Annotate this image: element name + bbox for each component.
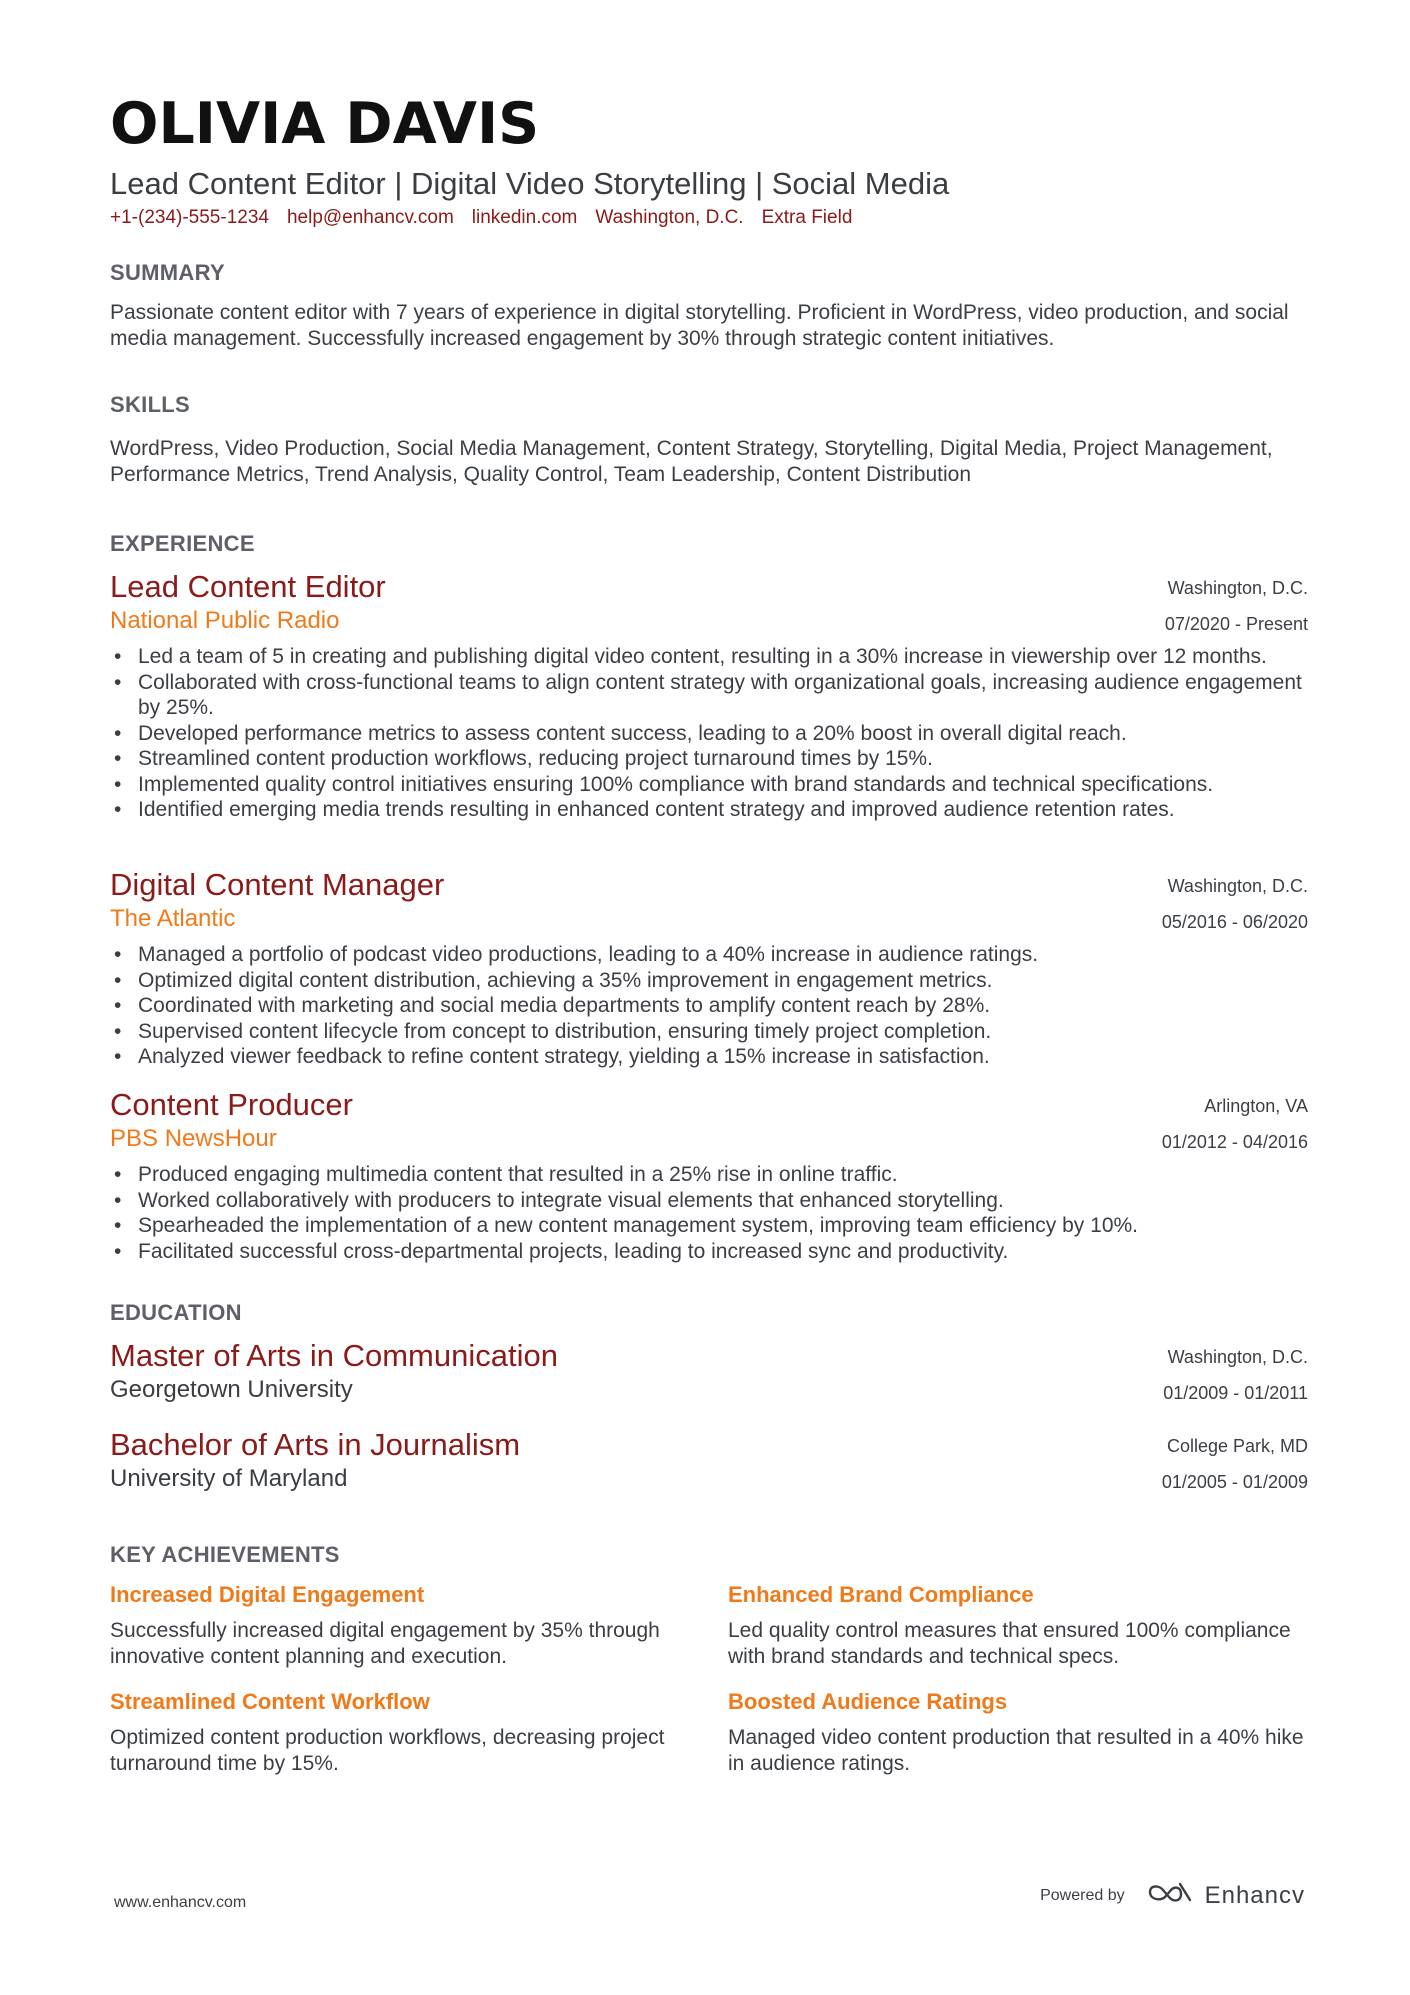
footer-website[interactable]: www.enhancv.com xyxy=(114,1894,247,1911)
achievement-description: Optimized content production workflows, decreasing project turnaround time by 15%. xyxy=(110,1726,665,1775)
experience-section xyxy=(110,531,1308,557)
institution-name: Georgetown University xyxy=(110,1376,353,1404)
contact-location: Washington, D.C. xyxy=(595,207,744,229)
bullet-item: • Streamlined content production workflows, reducing project turnaround times by 15%. xyxy=(138,746,1308,772)
education-dates: 01/2005 - 01/2009 xyxy=(1161,1472,1308,1492)
achievements-section xyxy=(110,1542,1308,1776)
contact-email[interactable]: help@enhancv.com xyxy=(286,207,454,229)
bullet-item: • Analyzed viewer feedback to refine content strategy, yielding a 15% increase in satisfaction. xyxy=(138,1044,1308,1070)
resume-page xyxy=(110,91,1308,1775)
achievement-description: Led quality control measures that ensured 100% compliance with brand standards and technical specs. xyxy=(728,1619,1291,1668)
bullet-item: • Led a team of 5 in creating and publishing digital video content, resulting in a 30% increase in viewership over 12 months. xyxy=(138,644,1308,670)
skills-text: WordPress, Video Production, Social Media Management, Content Strategy, Storytelling, Digital Media, Project Management, Performance Metrics, Trend Analysis, Quality Control, Team Leadership, Content Distribution xyxy=(110,437,1273,486)
bullet-item: • Identified emerging media trends resulting in enhanced content strategy and improved audience retention rates. xyxy=(138,797,1308,823)
achievement-item xyxy=(728,1689,1308,1776)
experience-item xyxy=(110,868,1308,1070)
education-item xyxy=(110,1339,1308,1403)
experience-item xyxy=(110,1088,1308,1264)
job-bullets xyxy=(110,644,1308,823)
bullet-item: • Coordinated with marketing and social media departments to amplify content reach by 28%. xyxy=(138,993,1308,1019)
achievement-title: Streamlined Content Workflow xyxy=(110,1689,430,1714)
resume-header xyxy=(110,91,1308,229)
bullet-item: • Developed performance metrics to assess content success, leading to a 20% boost in overall digital reach. xyxy=(138,721,1308,747)
enhancv-brand-name: Enhancv xyxy=(1204,1881,1305,1909)
candidate-name: OLIVIA DAVIS xyxy=(110,91,540,157)
summary-section xyxy=(110,260,1308,352)
job-meta xyxy=(1162,868,1308,940)
bullet-item: • Worked collaboratively with producers to integrate visual elements that enhanced storytelling. xyxy=(138,1188,1308,1214)
contact-linkedin[interactable]: linkedin.com xyxy=(471,207,578,229)
contact-extra-field: Extra Field xyxy=(761,207,853,229)
candidate-tagline: Lead Content Editor | Digital Video Storytelling | Social Media xyxy=(110,166,950,201)
powered-by-label: Powered by xyxy=(1040,1886,1125,1904)
job-title: Lead Content Editor xyxy=(110,569,386,604)
skills-section xyxy=(110,392,1308,488)
contact-list xyxy=(110,207,1308,229)
institution-name: University of Maryland xyxy=(110,1465,348,1493)
achievement-description: Successfully increased digital engagement by 35% through innovative content planning and execution. xyxy=(110,1619,660,1668)
section-title: EXPERIENCE xyxy=(110,531,255,556)
contact-phone[interactable]: +1-(234)-555-1234 xyxy=(110,207,269,229)
job-location: Washington, D.C. xyxy=(1167,876,1308,896)
job-company: National Public Radio xyxy=(110,607,340,635)
job-bullets xyxy=(110,942,1308,1070)
bullet-item: • Produced engaging multimedia content that resulted in a 25% rise in online traffic. xyxy=(138,1162,1308,1188)
bullet-item: • Optimized digital content distribution, achieving a 35% improvement in engagement metrics. xyxy=(138,968,1308,994)
degree-title: Master of Arts in Communication xyxy=(110,1338,558,1373)
bullet-item: • Managed a portfolio of podcast video productions, leading to a 40% increase in audience ratings. xyxy=(138,942,1308,968)
achievement-title: Increased Digital Engagement xyxy=(110,1582,425,1607)
education-location: College Park, MD xyxy=(1166,1436,1308,1456)
education-section xyxy=(110,1300,1308,1326)
achievement-title: Boosted Audience Ratings xyxy=(728,1689,1008,1714)
job-dates: 01/2012 - 04/2016 xyxy=(1161,1132,1308,1152)
footer-branding xyxy=(1040,1880,1305,1911)
section-title: EDUCATION xyxy=(110,1300,242,1325)
section-title: SUMMARY xyxy=(110,260,225,285)
achievements-grid xyxy=(110,1582,1308,1776)
achievement-item xyxy=(110,1582,728,1669)
section-title: KEY ACHIEVEMENTS xyxy=(110,1542,340,1567)
job-location: Washington, D.C. xyxy=(1167,578,1308,598)
job-bullets xyxy=(110,1162,1308,1264)
degree-title: Bachelor of Arts in Journalism xyxy=(110,1427,521,1462)
bullet-item: • Implemented quality control initiatives ensuring 100% compliance with brand standards and technical specifications. xyxy=(138,772,1308,798)
summary-text: Passionate content editor with 7 years of experience in digital storytelling. Proficient in WordPress, video production, and social media management. Successfully increased engagement by 30% through strategic content initiatives. xyxy=(110,301,1289,350)
job-meta xyxy=(1165,570,1308,642)
education-dates: 01/2009 - 01/2011 xyxy=(1163,1383,1308,1403)
job-dates: 07/2020 - Present xyxy=(1164,614,1308,634)
education-meta xyxy=(1162,1428,1308,1500)
bullet-item: • Collaborated with cross-functional teams to align content strategy with organizational goals, increasing audience engagement by 25%. xyxy=(138,670,1308,721)
education-meta xyxy=(1163,1339,1308,1411)
bullet-item: • Supervised content lifecycle from concept to distribution, ensuring timely project completion. xyxy=(138,1019,1308,1045)
job-meta xyxy=(1162,1088,1308,1160)
job-company: The Atlantic xyxy=(110,905,236,933)
section-title: SKILLS xyxy=(110,392,191,417)
job-location: Arlington, VA xyxy=(1204,1096,1308,1116)
enhancv-brand[interactable] xyxy=(1147,1880,1305,1911)
enhancv-logo-icon xyxy=(1147,1880,1193,1911)
education-location: Washington, D.C. xyxy=(1167,1347,1308,1367)
achievement-item xyxy=(728,1582,1308,1669)
education-item xyxy=(110,1428,1308,1492)
job-company: PBS NewsHour xyxy=(110,1125,277,1153)
achievement-title: Enhanced Brand Compliance xyxy=(728,1582,1034,1607)
bullet-item: • Facilitated successful cross-departmental projects, leading to increased sync and productivity. xyxy=(138,1239,1308,1265)
bullet-item: • Spearheaded the implementation of a new content management system, improving team efficiency by 10%. xyxy=(138,1213,1308,1239)
achievement-description: Managed video content production that resulted in a 40% hike in audience ratings. xyxy=(728,1726,1304,1775)
job-dates: 05/2016 - 06/2020 xyxy=(1161,912,1308,932)
experience-item xyxy=(110,570,1308,823)
job-title: Content Producer xyxy=(110,1087,353,1122)
achievement-item xyxy=(110,1689,728,1776)
job-title: Digital Content Manager xyxy=(110,867,445,902)
